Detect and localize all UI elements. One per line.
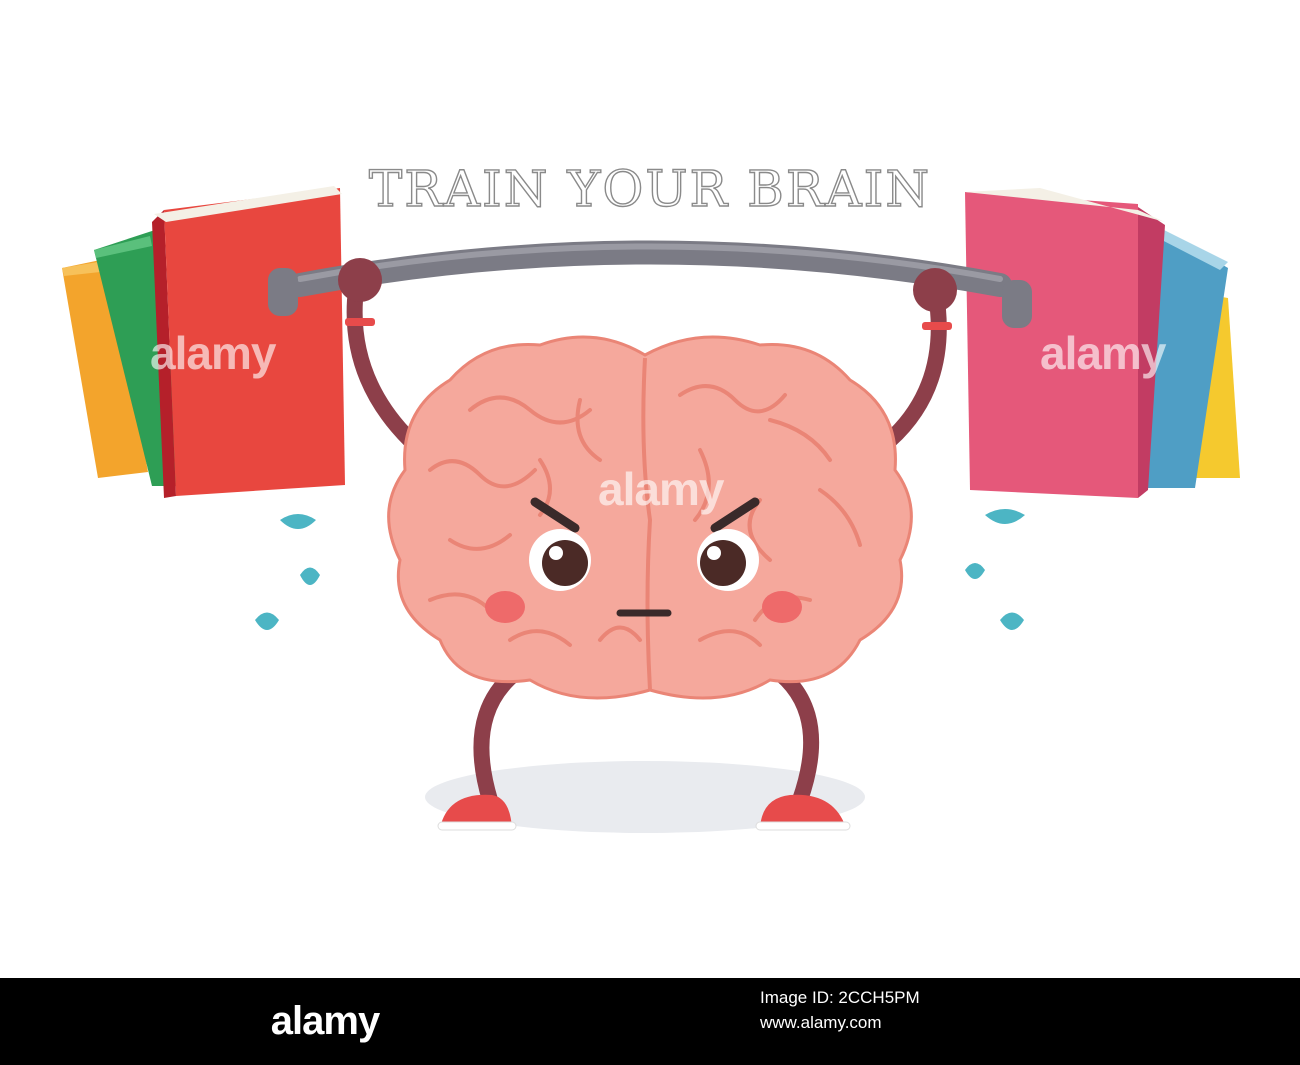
- left-hand: [338, 258, 382, 302]
- stock-footer-bar: [0, 978, 1300, 1065]
- pink-book: [965, 192, 1138, 498]
- left-cheek: [485, 591, 525, 623]
- right-hand: [913, 268, 957, 312]
- barbell-bar: [300, 253, 1000, 286]
- image-meta: [760, 988, 1280, 1038]
- right-cheek: [762, 591, 802, 623]
- red-book: [164, 188, 345, 496]
- watermark-right: alamy: [1040, 327, 1166, 379]
- alamy-logo: [0, 978, 650, 1065]
- site-url[interactable]: www.alamy.com: [760, 1013, 882, 1032]
- left-book-stack: [62, 186, 345, 498]
- right-book-stack: [965, 188, 1240, 498]
- watermark-left: alamy: [150, 327, 276, 379]
- brain: [389, 337, 912, 698]
- image-id: Image ID: 2CCH5PM: [760, 988, 920, 1007]
- train-your-brain-title: TRAIN YOUR BRAIN: [368, 160, 932, 218]
- left-collar: [268, 268, 298, 316]
- watermark-center: alamy: [598, 463, 724, 515]
- right-collar: [1002, 280, 1032, 328]
- alamy-logo-text: alamy: [270, 999, 380, 1043]
